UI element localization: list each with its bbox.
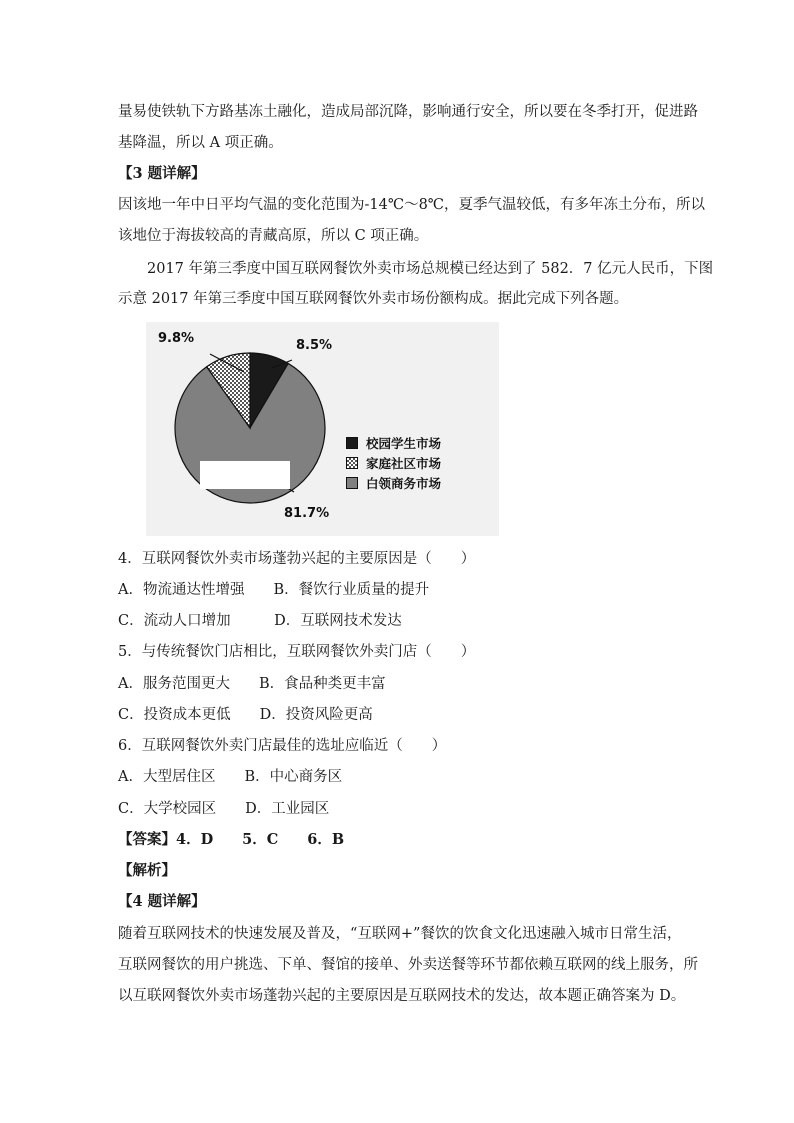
question-5: 5．与传统餐饮门店相比，互联网餐饮外卖门店（ ） [118, 644, 476, 660]
section-heading: 【4 题详解】 [118, 893, 206, 910]
text-line: 随着互联网技术的快速发展及普及，“互联网+”餐饮的饮食文化迅速融入城市日常生活， [118, 926, 682, 942]
question-6: 6．互联网餐饮外卖门店最佳的选址应临近（ ） [118, 738, 447, 754]
question-4-options: A．物流通达性增强 B．餐饮行业质量的提升 [118, 582, 430, 598]
text-line: 以互联网餐饮外卖市场蓬勃兴起的主要原因是互联网技术的发达，故本题正确答案为 D。 [118, 988, 686, 1004]
text-line: 基降温，所以 A 项正确。 [118, 135, 283, 151]
slice-label-whitecollar: 81.7% [284, 506, 330, 521]
answer-line: 【答案】4．D 5．C 6．B [118, 831, 345, 848]
question-5-options: A．服务范围更大 B．食品种类更丰富 [118, 676, 386, 692]
text-line: 2017 年第三季度中国互联网餐饮外卖市场总规模已经达到了 582．7 亿元人民币，下图 [147, 261, 714, 277]
slice-label-campus: 8.5% [296, 338, 333, 353]
legend-item-whitecollar [346, 475, 441, 491]
question-6-options: C．大学校园区 D．工业园区 [118, 801, 330, 817]
question-5-options: C．投资成本更低 D．投资风险更高 [118, 707, 373, 723]
legend-swatch [346, 477, 358, 489]
question-4-options: C．流动人口增加 D．互联网技术发达 [118, 613, 402, 629]
legend-item-campus [346, 435, 441, 451]
text-line: 互联网餐饮的用户挑选、下单、餐馆的接单、外卖送餐等环节都依赖互联网的线上服务，所 [118, 957, 698, 973]
legend-label: 白领商务市场 [366, 476, 442, 491]
text-line: 示意 2017 年第三季度中国互联网餐饮外卖市场份额构成。据此完成下列各题。 [118, 291, 629, 307]
question-6-options: A．大型居住区 B．中心商务区 [118, 769, 343, 785]
section-heading: 【3 题详解】 [118, 165, 206, 182]
legend-item-family [346, 455, 441, 471]
analysis-heading: 【解析】 [118, 862, 176, 879]
legend-swatch [346, 437, 358, 449]
text-line: 量易使铁轨下方路基冻土融化，造成局部沉降，影响通行安全，所以要在冬季打开，促进路 [118, 104, 698, 120]
question-4: 4．互联网餐饮外卖市场蓬勃兴起的主要原因是（ ） [118, 551, 476, 567]
text-line: 因该地一年中日平均气温的变化范围为-14℃～8℃，夏季气温较低，有多年冻土分布，所以 [118, 197, 706, 213]
pie-chart-svg [146, 322, 499, 536]
legend-swatch [346, 457, 358, 469]
legend-label: 家庭社区市场 [366, 456, 442, 471]
legend-label: 校园学生市场 [366, 436, 442, 451]
text-line: 该地位于海拔较高的青藏高原，所以 C 项正确。 [118, 228, 429, 244]
blank-label-box [200, 461, 290, 489]
slice-label-family: 9.8% [158, 331, 195, 346]
pie-chart [146, 322, 499, 536]
